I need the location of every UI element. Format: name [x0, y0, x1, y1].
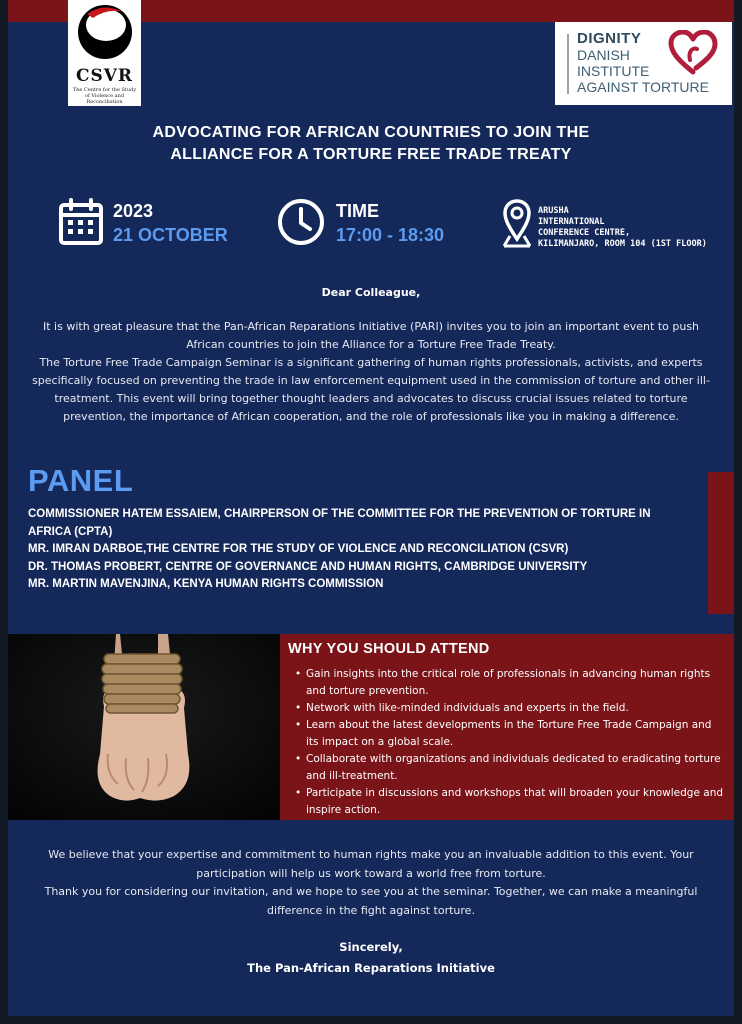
list-item: • Network with like-minded individuals and experts in the field. — [306, 700, 726, 717]
panel-member: COMMISSIONER HATEM ESSAIEM, CHAIRPERSON OF THE COMMITTEE FOR THE PREVENTION OF TORTURE IN AFRICA (CPTA) — [28, 508, 651, 538]
event-title-line-1: ADVOCATING FOR AFRICAN COUNTRIES TO JOIN THE — [152, 124, 590, 141]
list-item: • Learn about the latest developments in the Torture Free Trade Campaign and its impact on a global scale. — [306, 717, 726, 751]
venue-line-3: CONFERENCE CENTRE, — [538, 228, 631, 238]
location-pin-icon — [501, 197, 533, 249]
calendar-icon — [58, 198, 104, 246]
why-attend-section — [280, 634, 734, 820]
panel-member: MR. MARTIN MAVENJINA, KENYA HUMAN RIGHTS COMMISSION — [28, 578, 384, 590]
clock-icon — [276, 197, 326, 247]
event-date-day: 21 OCTOBER — [113, 225, 228, 245]
list-item: • Collaborate with organizations and individuals dedicated to eradicating torture and ill-treatment. — [306, 751, 726, 785]
csvr-logo-name: CSVR — [75, 66, 134, 86]
csvr-logo — [68, 0, 141, 106]
signoff-sincerely: Sincerely, — [339, 940, 403, 954]
dignity-line-4: AGAINST TORTURE — [577, 79, 709, 95]
venue-line-4: KILIMANJARO, ROOM 104 (1ST FLOOR) — [538, 239, 707, 249]
csvr-logo-subtitle: The Centre for the Study of Violence and Reconciliation — [72, 87, 137, 105]
venue-line-2: INTERNATIONAL — [538, 217, 605, 227]
closing-paragraph-2: Thank you for considering our invitation, and we hope to see you at the seminar. Together, we can make a meaningful difference in the fight against torture. — [44, 885, 698, 917]
bound-hands-photo — [8, 634, 280, 820]
closing-paragraph-1: We believe that your expertise and commitment to human rights make you an invaluable addition to this event. Your participation will help us work toward a world free from torture. — [48, 848, 694, 880]
signoff — [8, 937, 734, 979]
dignity-logo — [555, 22, 732, 105]
event-venue — [538, 206, 734, 250]
csvr-emblem-icon — [73, 2, 137, 62]
event-time-label: TIME — [336, 201, 379, 221]
panel-heading: PANEL — [28, 463, 134, 498]
dignity-line-1: DIGNITY — [577, 30, 642, 47]
panel-red-accent — [708, 472, 734, 614]
closing-text — [30, 846, 712, 920]
event-title — [8, 122, 734, 166]
panel-member: DR. THOMAS PROBERT, CENTRE OF GOVERNANCE AND HUMAN RIGHTS, CAMBRIDGE UNIVERSITY — [28, 560, 588, 573]
panel-member: MR. IMRAN DARBOE,THE CENTRE FOR THE STUDY OF VIOLENCE AND RECONCILIATION (CSVR) — [28, 543, 569, 555]
venue-line-1: ARUSHA — [538, 206, 569, 216]
intro-paragraph-1: It is with great pleasure that the Pan-African Reparations Initiative (PARI) invites you to join an important event to push African countries to join the Alliance for a Torture Free Trade Treaty. — [42, 320, 700, 351]
invitation-page — [8, 0, 734, 1016]
dignity-divider — [567, 34, 569, 94]
dignity-line-2: DANISH — [577, 47, 630, 63]
why-attend-heading: WHY YOU SHOULD ATTEND — [288, 641, 490, 657]
letter-greeting: Dear Colleague, — [321, 286, 421, 299]
list-item: • Participate in discussions and workshops that will broaden your knowledge and inspire action. — [306, 785, 726, 819]
panel-member-list — [28, 506, 688, 594]
bound-wrists-illustration — [8, 634, 280, 820]
dignity-line-3: INSTITUTE — [577, 63, 650, 79]
heart-icon — [668, 30, 718, 76]
event-date-year: 2023 — [113, 201, 154, 221]
intro-paragraph-2: The Torture Free Trade Campaign Seminar is a significant gathering of human rights professionals, activists, and experts specifically focused on preventing the trade in law enforcement equipment used in the commission of torture and other ill-treatment. This event will bring together thought leaders and advocates to discuss crucial issues related to torture prevention, the importance of African cooperation, and the role of professionals like you in making a difference. — [32, 356, 710, 423]
list-item: • Gain insights into the critical role of professionals in advancing human rights and torture prevention. — [306, 666, 726, 700]
event-title-line-2: ALLIANCE FOR A TORTURE FREE TRADE TREATY — [170, 146, 572, 163]
signoff-organization: The Pan-African Reparations Initiative — [247, 961, 495, 975]
event-time-range: 17:00 - 18:30 — [336, 225, 445, 245]
why-attend-list — [306, 666, 726, 819]
letter-intro — [30, 318, 712, 426]
